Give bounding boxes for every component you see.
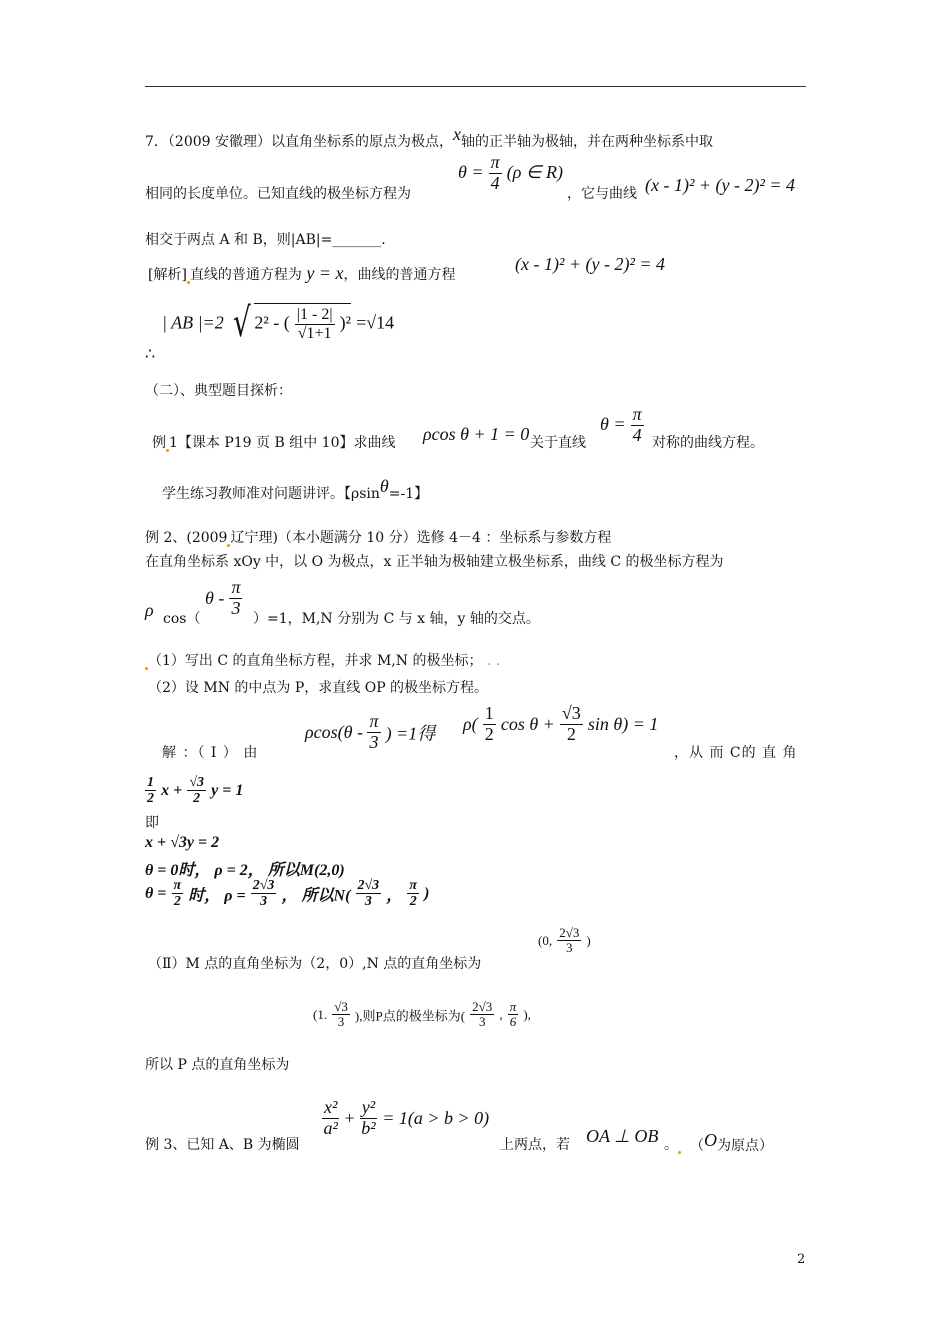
- ex1-note: 学生练习教师准对问题讲评。【ρsinθ=-1】: [162, 476, 429, 502]
- q7-line3: 相交于两点 A 和 B，则|AB|=_______.: [145, 232, 386, 248]
- ex3-text1: 例 3、已知 A、B 为椭圆: [145, 1137, 300, 1153]
- ex2-rect-eq2: x + √3y = 2: [145, 834, 220, 851]
- q7-line2: 相同的长度单位。已知直线的极坐标方程为: [145, 186, 411, 202]
- page-number: 2: [797, 1252, 806, 1267]
- ex2-title: 例 2、(2009 辽宁理)（本小题满分 10 分）选修 4－4 ：坐标系与参数方程: [145, 530, 612, 546]
- ex2-rect-eq1: $\frac{1}{2}$ x + $\frac{√3}{2}$ y = 1: [147, 775, 244, 807]
- ex2-cos: cos（: [163, 611, 201, 627]
- ex2-sol-tail: ，从 而 C的 直 角: [674, 745, 798, 761]
- ex2-sol-eq1: ρcos(θ - $\frac{\pi}{3}$ ) =1得: [305, 711, 436, 752]
- q7-curve2: (x - 1)² + (y - 2)² = 4: [515, 254, 666, 274]
- ex2-sol-label: 解 ：（ Ⅰ ） 由: [162, 745, 259, 761]
- header-rule: [145, 86, 806, 87]
- ex2-ji: 即: [145, 815, 159, 831]
- q7-line1: 7．（2009 安徽理）以直角坐标系的原点为极点，x轴的正半轴为极轴，并在两种坐标系中取: [145, 124, 713, 150]
- ex1-end: 对称的曲线方程。: [652, 435, 764, 451]
- therefore-symbol: ∴: [145, 344, 156, 363]
- sqrt-body: 2² - ( $\frac{|1 - 2|}{√1+1}$ )²: [254, 303, 351, 342]
- ex3-perp: OA ⊥ OB: [586, 1126, 659, 1146]
- ex2-rest: ）=1，M,N 分别为 C 与 x 轴，y 轴的交点。: [253, 611, 540, 627]
- q7-ab-formula: | AB |=2 √ 2² - ( $\frac{|1 - 2|}{√1+1}$ )² =√14: [162, 300, 395, 346]
- ex3-origin: （O为原点）: [690, 1130, 773, 1154]
- ex2-n-line: θ = $\frac{\pi}{2}$ 时， ρ = $\frac{2√3}{3}$ ， 所以N( $\frac{2√3}{3}$ ， $\frac{\pi}{2}$ ): [145, 878, 430, 910]
- ex1-line-eq: θ = $\frac{\pi}{4}$: [600, 404, 642, 445]
- marker-dot: [678, 1151, 681, 1154]
- ex2-sol-eq2: ρ( $\frac{1}{2}$ cos θ + $\frac{√3}{2}$ sin θ) = 1: [463, 703, 659, 744]
- q7-line2-mid: ，它与曲线: [567, 186, 637, 202]
- ex2-m-line: θ = 0时， ρ = 2， 所以M(2,0): [145, 862, 345, 879]
- ex1-mid: 关于直线: [530, 435, 586, 451]
- ex1-curve: ρcos θ + 1 = 0: [423, 424, 530, 444]
- q7-polar-eq: θ = $\frac{\pi}{4}$ (ρ ∈ R): [458, 152, 564, 193]
- ex2-rho: ρ: [145, 600, 154, 620]
- ex2-n-rect: (0, $\frac{2√3}{3}$ ): [538, 925, 591, 956]
- ex2-p-rect: 所以 P 点的直角坐标为: [145, 1057, 290, 1073]
- sqrt-sign: √: [232, 300, 251, 346]
- ex2-q1: （1）写出 C 的直角坐标方程，并求 M,N 的极坐标； . .: [145, 650, 500, 670]
- ex2-p-polar: (1. $\frac{√3}{3}$ ),则P点的极坐标为( $\frac{2√3}{3}$ , $\frac{\pi}{6}$ ),: [313, 999, 531, 1030]
- section-title: （二）、典型题目探析：: [145, 383, 292, 399]
- ex3-ellipse: $\frac{\text{x²}}{\text{a²}}$ + $\frac{\text{y²}}{\text{b²}}$ = 1(a > b > 0): [323, 1097, 490, 1138]
- ex2-theta-frac: θ - $\frac{\pi}{3}$: [205, 577, 241, 618]
- ex2-line2: 在直角坐标系 xOy 中，以 O 为极点，x 正半轴为极轴建立极坐标系，曲线 C 的极坐标方程为: [145, 554, 724, 570]
- ex3-text2: 上两点，若: [500, 1137, 570, 1153]
- ex3-tail: 。: [664, 1134, 681, 1154]
- q7-analysis: [解析] 直线的普通方程为 y = x，曲线的普通方程: [148, 263, 456, 283]
- ex2-part2: （Ⅱ）M 点的直角坐标为（2，0）,N 点的直角坐标为: [148, 956, 482, 972]
- ex1-line: 例 1【课本 P19 页 B 组中 10】求曲线: [152, 435, 396, 451]
- ex2-q2: （2）设 MN 的中点为 P，求直线 OP 的极坐标方程。: [148, 680, 489, 696]
- q7-curve: (x - 1)² + (y - 2)² = 4: [645, 175, 796, 195]
